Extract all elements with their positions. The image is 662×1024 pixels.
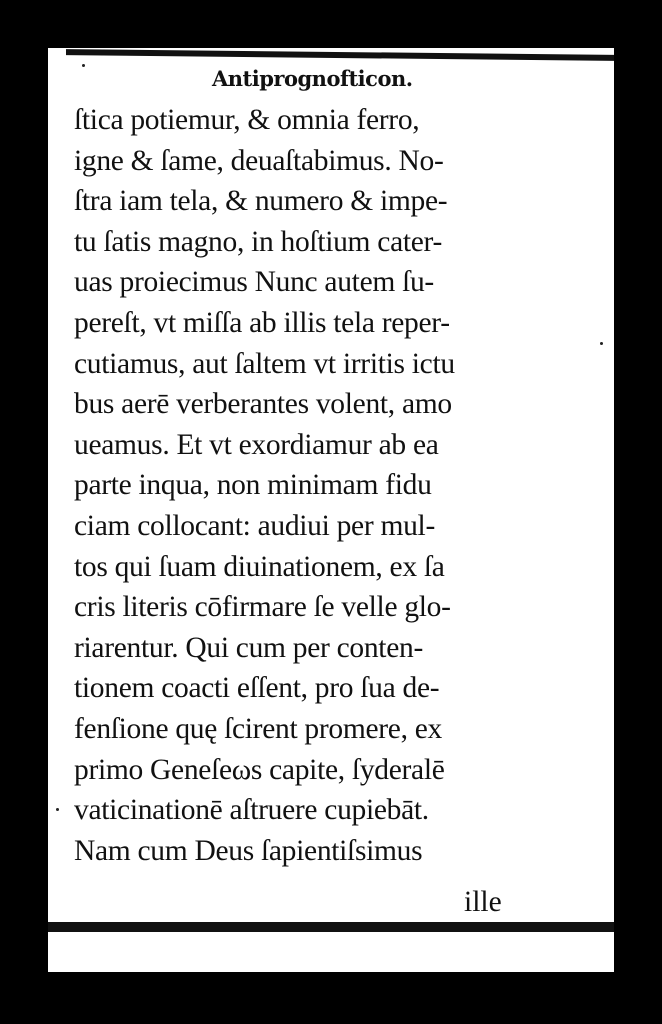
- text-line: vaticinationē aſtruere cupiebāt.: [74, 794, 429, 827]
- text-line: ueamus. Et vt exordiamur ab ea: [74, 428, 439, 461]
- text-line: uas proiecimus Nunc autem ſu-: [74, 266, 434, 299]
- catchword: ille: [464, 886, 502, 918]
- ink-speck: [82, 64, 85, 67]
- text-line: parte inqua, non minimam fidu: [74, 469, 432, 502]
- ink-speck: [600, 342, 603, 345]
- text-line: pereſt, vt miſſa ab illis tela reper-: [74, 306, 450, 339]
- top-page-edge: [66, 49, 614, 61]
- text-line: riarentur. Qui cum per conten-: [74, 631, 423, 664]
- text-line: ſtra iam tela, & numero & impe-: [74, 185, 448, 218]
- text-line: tu ſatis magno, in hoſtium cater-: [74, 225, 443, 258]
- book-page: [48, 48, 614, 972]
- text-line: ciam collocant: audiui per mul-: [74, 509, 435, 542]
- body-text: [74, 100, 594, 871]
- text-line: bus aerē verberantes volent, amo: [74, 388, 452, 421]
- bottom-page-edge: [48, 922, 614, 932]
- text-line: fenſione quę ſcirent promere, ex: [74, 712, 442, 745]
- text-line: igne & ſame, deuaſtabimus. No-: [74, 144, 444, 177]
- ink-speck: [56, 808, 59, 811]
- text-line: Nam cum Deus ſapientiſsimus: [74, 834, 423, 867]
- text-line: tionem coacti eſſent, pro ſua de-: [74, 672, 440, 705]
- text-line: cris literis cōfirmare ſe velle glo-: [74, 591, 451, 624]
- text-line: cutiamus, aut ſaltem vt irritis ictu: [74, 347, 455, 380]
- text-line: tos qui ſuam diuinationem, ex ſa: [74, 550, 445, 583]
- text-line: primo Geneſeωs capite, ſyderalē: [74, 753, 445, 786]
- running-head: Antiprognofticon.: [212, 66, 413, 91]
- text-line: ſtica potiemur, & omnia ferro,: [74, 104, 420, 136]
